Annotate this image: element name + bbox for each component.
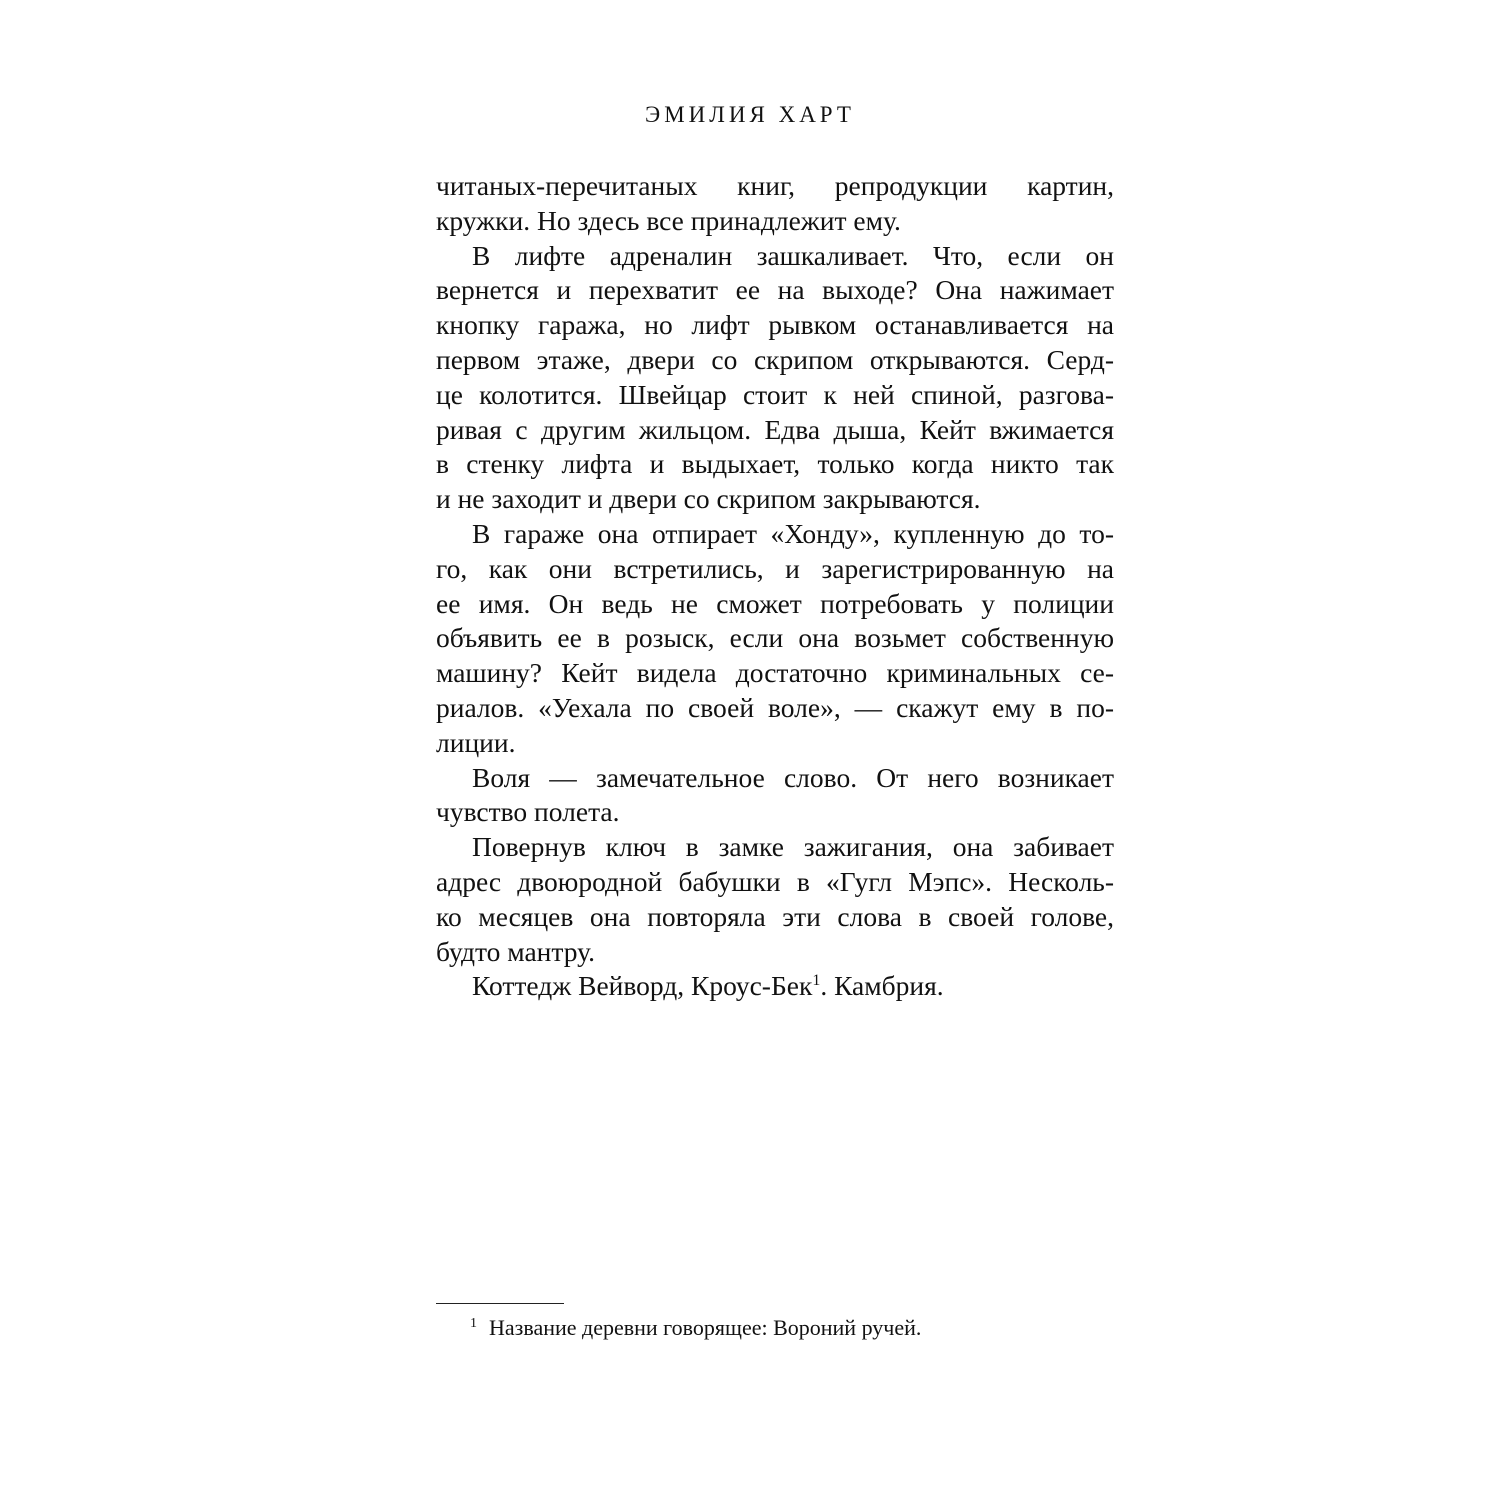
paragraph-start-line: В лифте адреналин зашкаливает. Что, если он [472,239,1114,271]
text-line: ривая с другим жильцом. Едва дыша, Кейт вжимается [436,413,1114,445]
footnote [470,1312,921,1344]
closing-line-text: Коттедж Вейворд, Кроус-Бек [472,970,813,1002]
paragraph-start-line: Воля — замечательное слово. От него возникает [472,761,1114,793]
text-line: чувство полета. [436,796,620,828]
text-line: адрес двоюродной бабушки в «Гугл Мэпс». Несколь- [436,865,1114,897]
text-line: кнопку гаража, но лифт рывком останавливается на [436,309,1114,341]
text-line: це колотится. Швейцар стоит к ней спиной, разгова- [436,378,1114,410]
text-line: кружки. Но здесь все принадлежит ему. [436,204,901,236]
text-line: читаных-перечитаных книг, репродукции картин, [436,170,1114,201]
footnote-reference[interactable]: 1 [812,972,821,990]
text-line: ее имя. Он ведь не сможет потребовать у полиции [436,587,1114,619]
footnote-text: Название деревни говорящее: Вороний ручей. [489,1315,922,1340]
closing-line-tail: . Камбрия. [820,970,944,1002]
running-head-author: ЭМИЛИЯ ХАРТ [645,102,855,127]
text-line: и не заходит и двери со скрипом закрываются. [436,483,981,515]
paragraph-start-line: В гараже она отпирает «Хонду», купленную до то- [472,517,1114,549]
text-line: лиции. [436,726,516,758]
text-line: в стенку лифта и выдыхает, только когда никто так [436,448,1114,480]
paragraph-start-line [436,969,1114,1004]
text-line: первом этаже, двери со скрипом открываются. Серд- [436,343,1114,375]
body-text [436,169,1114,1004]
text-line: риалов. «Уехала по своей воле», — скажут ему в по- [436,691,1114,723]
footnote-number: 1 [470,1316,477,1331]
text-line: ко месяцев она повторяла эти слова в своей голове, [436,900,1114,932]
paragraph-start-line: Повернув ключ в замке зажигания, она забивает [472,831,1114,863]
text-line: будто мантру. [436,935,595,967]
text-line: машину? Кейт видела достаточно криминальных се- [436,657,1114,689]
text-line: объявить ее в розыск, если она возьмет собственную [436,622,1114,654]
footnote-separator [436,1303,564,1304]
text-line: го, как они встретились, и зарегистрированную на [436,552,1114,584]
text-line: вернется и перехватит ее на выходе? Она нажимает [436,274,1114,306]
